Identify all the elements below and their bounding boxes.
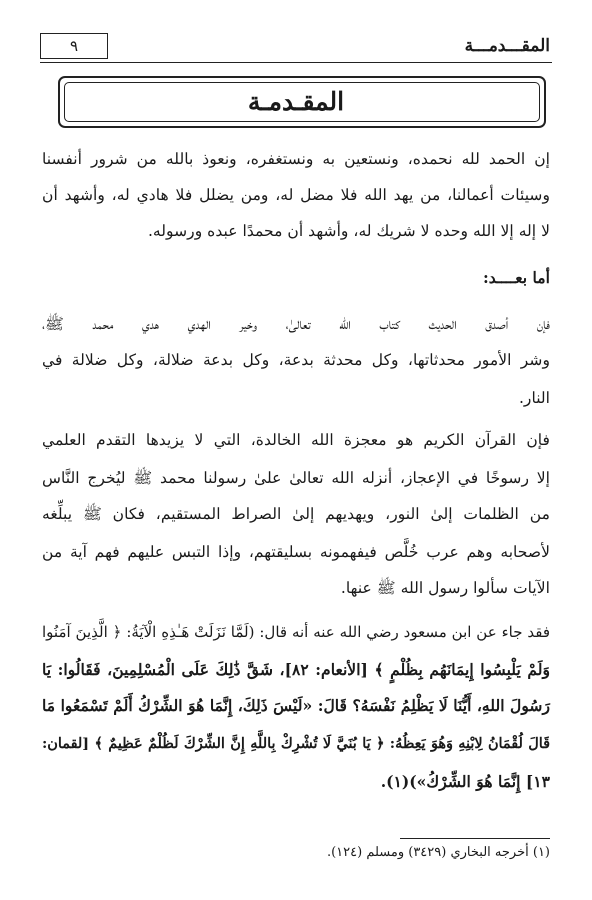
body-line: إلا رسوخًا في الإعجاز، أنزله الله تعالىٰ علىٰ رسولنا محمد ﷺ ليُخرج النَّاس — [42, 469, 550, 487]
body-line: لأصحابه وهم عرب خُلَّص فيفهمونه بسليقتهم، وإذا التبس عليهم فهم آية من — [42, 543, 550, 561]
section-heading: أما بعــــد: — [483, 268, 550, 287]
body-line: فإن أصدق الحديث كتاب الله تعالىٰ، وخير الهدي هدي محمد ﷺ، — [42, 315, 550, 333]
body-line: الآيات سألوا رسول الله ﷺ عنها. — [340, 579, 550, 597]
hadith-line: قَالَ لُقْمَانُ لِابْنِهِ وَهُوَ يَعِظُهُ: ﴿ يَا بُنَيَّ لَا تُشْرِكْ بِاللَّهِ إِنَّ الشِّرْكَ لَظُلْمٌ عَظِيمٌ ﴾ [لقمان: — [42, 735, 550, 752]
hadith-line: ١٣] إِنَّمَا هُوَ الشِّرْكُ»)(١). — [380, 772, 550, 791]
body-line: من الظلمات إلىٰ النور، ويهديهم إلىٰ الصراط المستقيم، فكان ﷺ يبلِّغه — [42, 505, 550, 523]
body-line: فإن القرآن الكريم هو معجزة الله الخالدة، التي لا يزيدها التقدم العلمي — [42, 431, 550, 449]
footnote-rule — [400, 838, 550, 839]
body-line: وشر الأمور محدثاتها، وكل محدثة بدعة، وكل بدعة ضلالة، وكل ضلالة في — [42, 351, 550, 369]
body-line: وسيئات أعمالنا، من يهد الله فلا مضل له، ومن يضلل فلا هادي له، وأشهد أن — [42, 186, 550, 204]
body-line: إن الحمد لله نحمده، ونستعين به ونستغفره، ونعوذ بالله من شرور أنفسنا — [42, 150, 550, 168]
body-line: النار. — [518, 389, 550, 407]
header-rule — [40, 62, 552, 63]
body-line: لا إله إلا الله وحده لا شريك له، وأشهد أن محمدًا عبده ورسوله. — [147, 222, 550, 240]
page-number: ٩ — [40, 33, 108, 59]
body-line: فقد جاء عن ابن مسعود رضي الله عنه أنه قال: (لَمَّا نَزَلَتْ هَـٰذِهِ الْآيَةُ: ﴿ الَّذِينَ آمَنُوا — [42, 623, 550, 641]
footnote: (١) أخرجه البخاري (٣٤٢٩) ومسلم (١٢٤). — [326, 845, 550, 860]
hadith-line: وَلَمْ يَلْبِسُوا إِيمَانَهُم بِظُلْمٍ ﴾ [الأنعام: ٨٢]، شَقَّ ذَٰلِكَ عَلَى الْمُسْلِمِينَ، فَقَالُوا: يَا — [42, 660, 550, 679]
running-title: المقـــدمـــة — [464, 36, 550, 56]
chapter-title: المقـدمـة — [247, 87, 345, 116]
hadith-line: رَسُولَ اللهِ، أَيُّنَا لَا يَظْلِمُ نَفْسَهُ؟ قَالَ: «لَيْسَ ذَلِكَ، إِنَّمَا هُوَ الشِّرْكُ أَلَمْ تَسْمَعُوا مَا — [42, 696, 550, 715]
